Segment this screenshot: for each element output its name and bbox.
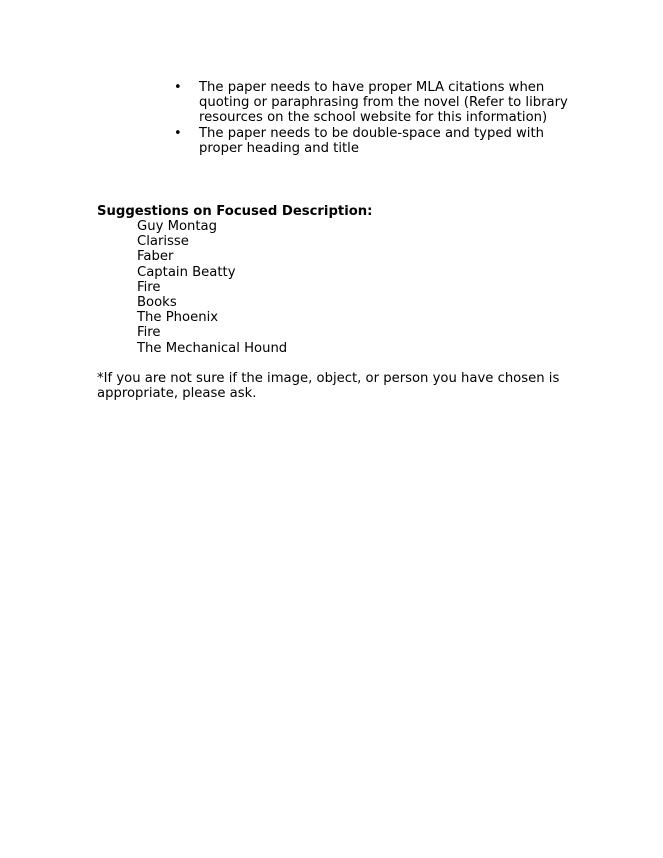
suggestion-item: Captain Beatty bbox=[137, 264, 236, 280]
suggestions-list bbox=[137, 219, 287, 356]
bullet-icon: • bbox=[174, 125, 182, 141]
suggestion-item: Fire bbox=[137, 279, 161, 295]
suggestion-item: The Phoenix bbox=[137, 310, 219, 326]
requirement-item bbox=[174, 80, 574, 126]
suggestions-heading: Suggestions on Focused Description: bbox=[97, 204, 373, 219]
requirement-text: The paper needs to be double-space and typed with proper heading and title bbox=[199, 125, 544, 156]
footnote-text: *If you are not sure if the image, object, or person you have chosen is appropriate, please ask. bbox=[97, 371, 560, 402]
suggestion-item: The Mechanical Hound bbox=[137, 340, 288, 356]
suggestion-item: Books bbox=[137, 295, 177, 311]
requirement-item bbox=[174, 126, 574, 156]
suggestion-item: Guy Montag bbox=[137, 219, 218, 234]
suggestion-item: Fire bbox=[137, 325, 161, 341]
requirements-list bbox=[174, 80, 574, 156]
suggestion-item: Faber bbox=[137, 249, 174, 265]
bullet-icon: • bbox=[174, 80, 182, 95]
suggestion-item: Clarisse bbox=[137, 234, 189, 250]
requirement-text: The paper needs to have proper MLA citations when quoting or paraphrasing from the novel (Refer to library resources on the school website for this information) bbox=[199, 80, 568, 126]
